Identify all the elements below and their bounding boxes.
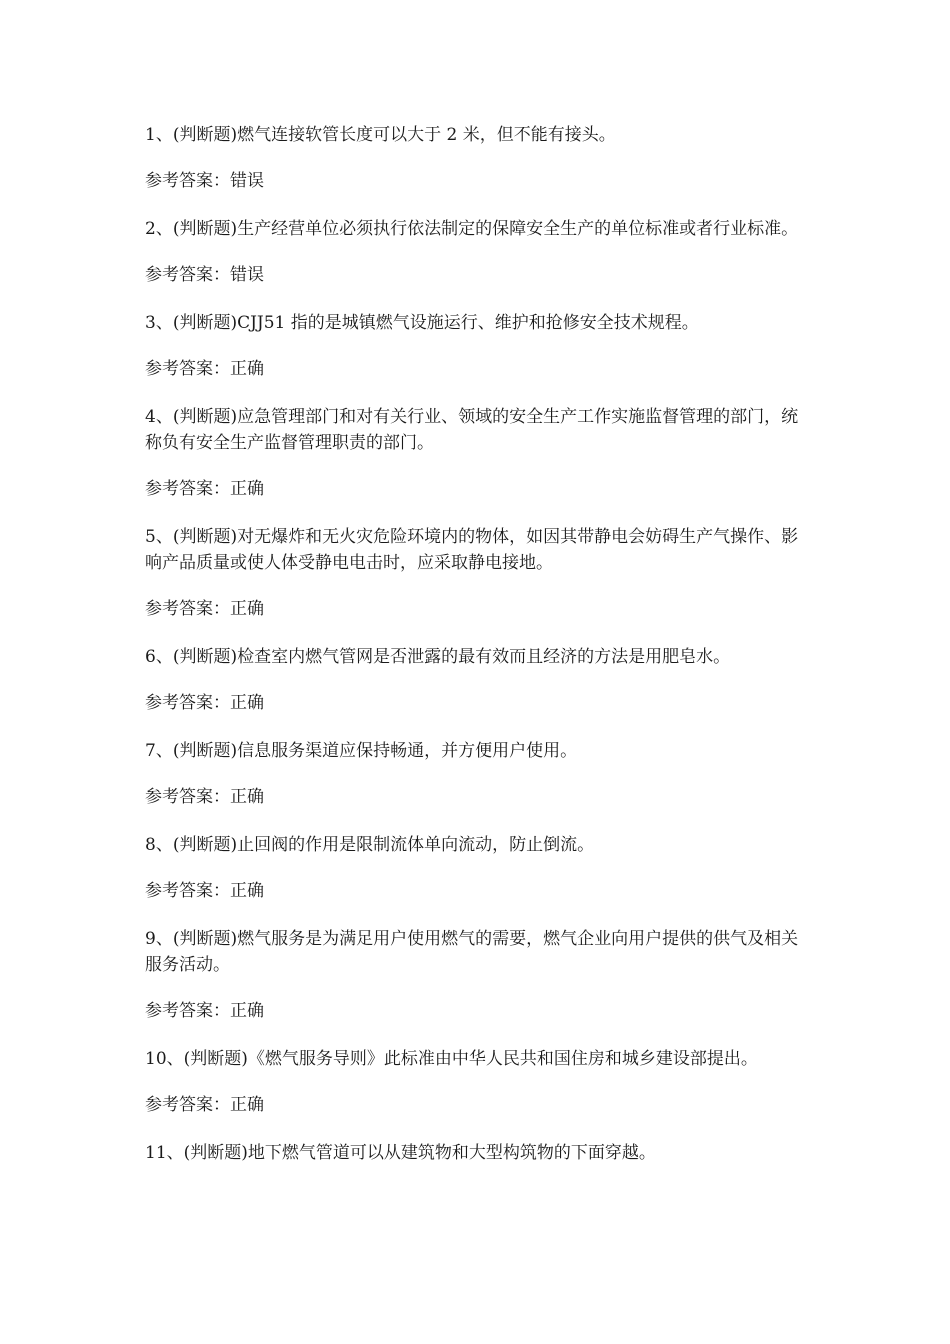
- answer-label: 参考答案：: [145, 599, 230, 619]
- answer-label: 参考答案：: [145, 359, 230, 379]
- question-text: 2、(判断题)生产经营单位必须执行依法制定的保障安全生产的单位标准或者行业标准。: [145, 219, 799, 239]
- answer-label: 参考答案：: [145, 1001, 230, 1021]
- answer-label: 参考答案：: [145, 171, 230, 191]
- question-text: 5、(判断题)对无爆炸和无火灾危险环境内的物体，如因其带静电会妨碍生产气操作、影响产品质量或使人体受静电电击时，应采取静电接地。: [145, 527, 799, 573]
- answer-value: 正确: [230, 1095, 264, 1115]
- question-item-10: [145, 1046, 810, 1118]
- question-item-6: [145, 644, 810, 716]
- question-item-2: [145, 216, 810, 288]
- question-text: 1、(判断题)燃气连接软管长度可以大于 2 米，但不能有接头。: [145, 125, 616, 145]
- answer-label: 参考答案：: [145, 265, 230, 285]
- answer-line: [145, 784, 810, 810]
- question-item-1: [145, 122, 810, 194]
- answer-value: 正确: [230, 599, 264, 619]
- answer-label: 参考答案：: [145, 479, 230, 499]
- answer-value: 正确: [230, 359, 264, 379]
- question-text: 8、(判断题)止回阀的作用是限制流体单向流动，防止倒流。: [145, 835, 595, 855]
- question-text: 11、(判断题)地下燃气管道可以从建筑物和大型构筑物的下面穿越。: [145, 1143, 656, 1163]
- answer-value: 正确: [230, 1001, 264, 1021]
- question-text: 10、(判断题)《燃气服务导则》此标准由中华人民共和国住房和城乡建设部提出。: [145, 1049, 758, 1069]
- answer-value: 错误: [230, 265, 264, 285]
- question-item-5: [145, 524, 810, 622]
- answer-line: [145, 878, 810, 904]
- question-item-8: [145, 832, 810, 904]
- answer-value: 正确: [230, 479, 264, 499]
- answer-line: [145, 596, 810, 622]
- question-item-9: [145, 926, 810, 1024]
- answer-line: [145, 690, 810, 716]
- answer-line: [145, 476, 810, 502]
- answer-label: 参考答案：: [145, 881, 230, 901]
- answer-line: [145, 262, 810, 288]
- question-text: 9、(判断题)燃气服务是为满足用户使用燃气的需要，燃气企业向用户提供的供气及相关服务活动。: [145, 929, 799, 975]
- question-item-11: [145, 1140, 810, 1166]
- question-item-4: [145, 404, 810, 502]
- answer-label: 参考答案：: [145, 693, 230, 713]
- answer-value: 正确: [230, 787, 264, 807]
- answer-value: 正确: [230, 693, 264, 713]
- question-text: 7、(判断题)信息服务渠道应保持畅通，并方便用户使用。: [145, 741, 578, 761]
- answer-line: [145, 998, 810, 1024]
- question-text: 4、(判断题)应急管理部门和对有关行业、领域的安全生产工作实施监督管理的部门，统称负有安全生产监督管理职责的部门。: [145, 407, 799, 453]
- question-text: 6、(判断题)检查室内燃气管网是否泄露的最有效而且经济的方法是用肥皂水。: [145, 647, 731, 667]
- question-item-3: [145, 310, 810, 382]
- answer-label: 参考答案：: [145, 787, 230, 807]
- answer-value: 错误: [230, 171, 264, 191]
- question-list: [145, 122, 810, 1186]
- answer-label: 参考答案：: [145, 1095, 230, 1115]
- answer-line: [145, 1092, 810, 1118]
- question-text: 3、(判断题)CJJ51 指的是城镇燃气设施运行、维护和抢修安全技术规程。: [145, 313, 699, 333]
- question-item-7: [145, 738, 810, 810]
- answer-value: 正确: [230, 881, 264, 901]
- answer-line: [145, 168, 810, 194]
- answer-line: [145, 356, 810, 382]
